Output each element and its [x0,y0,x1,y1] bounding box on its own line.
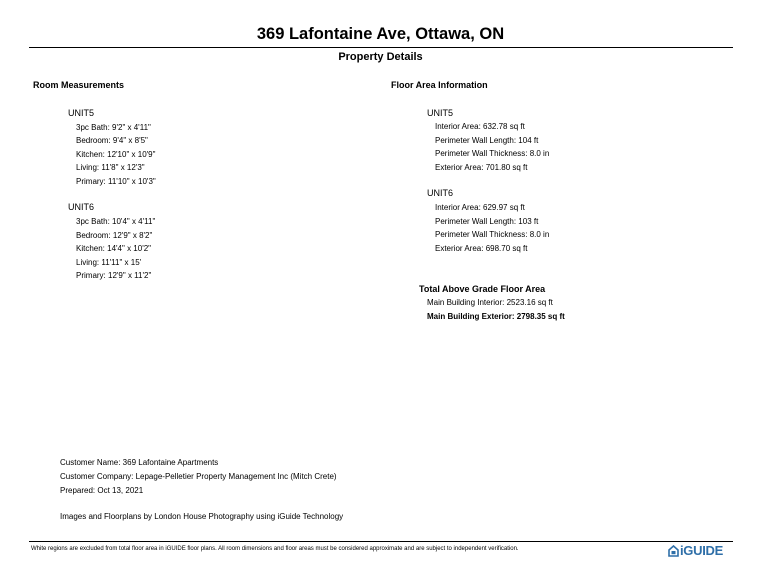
unit6-room-bath: 3pc Bath: 10'4" x 4'11" [76,217,156,226]
unit6-exterior-area: Exterior Area: 698.70 sq ft [435,244,528,253]
footer-disclaimer: White regions are excluded from total floor area in iGUIDE floor plans. All room dimensions and floor areas must be considered approximate and are subject to independent verification. [31,546,519,552]
unit6-room-bedroom: Bedroom: 12'9" x 8'2" [76,231,153,240]
total-above-grade-heading: Total Above Grade Floor Area [419,284,546,294]
unit6-room-primary: Primary: 12'9" x 11'2" [76,271,152,280]
iguide-logo-text: iGUIDE [680,543,723,558]
room-measurements-heading: Room Measurements [33,80,125,90]
unit5-room-heading: UNIT5 [68,108,95,118]
unit6-room-living: Living: 11'11" x 15' [76,258,142,267]
unit5-area-heading: UNIT5 [427,108,454,118]
iguide-logo [668,543,723,558]
unit5-room-primary: Primary: 11'10" x 10'3" [76,177,156,186]
page-subtitle: Property Details [338,51,423,63]
main-building-interior: Main Building Interior: 2523.16 sq ft [427,298,553,307]
unit5-exterior-area: Exterior Area: 701.80 sq ft [435,163,528,172]
unit6-wall-thickness: Perimeter Wall Thickness: 8.0 in [435,230,550,239]
unit6-area-heading: UNIT6 [427,188,454,198]
page-title: 369 Lafontaine Ave, Ottawa, ON [256,25,505,43]
unit6-room-kitchen: Kitchen: 14'4" x 10'2" [76,244,152,253]
unit5-room-kitchen: Kitchen: 12'10" x 10'9" [76,150,156,159]
unit6-perimeter-length: Perimeter Wall Length: 103 ft [435,217,539,226]
unit5-room-living: Living: 11'8" x 12'3" [76,163,145,172]
unit6-room-heading: UNIT6 [68,202,95,212]
unit5-interior-area: Interior Area: 632.78 sq ft [435,122,525,131]
unit6-interior-area: Interior Area: 629.97 sq ft [435,203,525,212]
customer-company: Customer Company: Lepage-Pelletier Property Management Inc (Mitch Crete) [60,472,337,481]
main-building-exterior: Main Building Exterior: 2798.35 sq ft [427,312,565,321]
title-divider [29,47,733,48]
floor-area-heading: Floor Area Information [391,80,488,90]
credits: Images and Floorplans by London House Photography using iGuide Technology [60,512,344,521]
iguide-logo-icon [668,545,679,557]
unit5-room-bedroom: Bedroom: 9'4" x 8'5" [76,136,148,145]
customer-name: Customer Name: 369 Lafontaine Apartments [60,458,219,467]
unit5-room-bath: 3pc Bath: 9'2" x 4'11" [76,123,151,132]
footer-divider [29,541,733,542]
unit5-perimeter-length: Perimeter Wall Length: 104 ft [435,136,539,145]
unit5-wall-thickness: Perimeter Wall Thickness: 8.0 in [435,149,550,158]
prepared-date: Prepared: Oct 13, 2021 [60,486,144,495]
